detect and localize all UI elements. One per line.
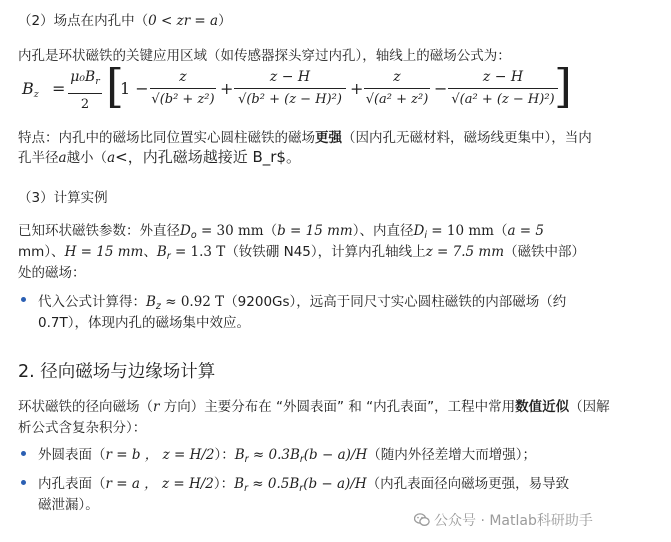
example-line-1: 已知环状磁铁参数：外直径$D_o = 30$ mm（b = 15 mm）、内直径$D_i = 10$ mm（a = 5	[18, 223, 544, 241]
formula-plus-2: +	[350, 79, 364, 98]
formula-lhs: $B_z$	[22, 79, 39, 100]
example-line-2: mm）、H = 15 mm、$B_r = 1.3$ T（钕铁硼 N45），计算内孔轴线上z = 7.5 mm（磁铁中部）	[18, 244, 586, 262]
bullet-dot	[21, 297, 26, 302]
axial-field-formula	[22, 59, 572, 123]
bullet-dot	[21, 480, 26, 485]
formula-term-2: z − H √(b² + (z − H)²)	[234, 68, 346, 109]
radial-bullet-outer: 外圆表面（r = b ， z = H/2）：$B_r \approx 0.3B_r(b - a)/H$（随内外径差增大而增强）；	[38, 447, 536, 465]
watermark	[414, 510, 593, 530]
formula-term-3: z √(a² + z²)	[365, 69, 429, 107]
radial-paragraph-line-1: 环状磁铁的径向磁场（r 方向）主要分布在 “外圆表面” 和 “内孔表面”，工程中常用数值近似（因解	[18, 399, 610, 415]
subsection-title-inner-field	[18, 9, 232, 29]
radial-bold-numeric-approx: 数值近似	[515, 399, 570, 415]
example-line-3: 处的磁场：	[18, 265, 86, 281]
example-bullet-line-2: 0.7T），体现内孔的磁场集中效应。	[38, 315, 250, 331]
bracket-open: [	[106, 59, 124, 113]
formula-term-4: z − H √(a² + (z − H)²)	[448, 68, 558, 109]
formula-plus-1: +	[220, 79, 234, 98]
feature-line-1: 特点：内孔中的磁场比同位置实心圆柱磁铁的磁场更强（因内孔无磁材料，磁场线更集中），当内	[18, 130, 592, 146]
feature-bold-stronger: 更强	[315, 130, 342, 146]
formula-term-1: z √(b² + z²)	[151, 69, 215, 107]
section-heading-radial: 2. 径向磁场与边缘场计算	[18, 362, 216, 382]
formula-minus: −	[434, 79, 448, 98]
wechat-icon	[414, 513, 430, 527]
title-suffix: ）	[218, 13, 232, 29]
formula-equals: =	[52, 79, 66, 98]
title-math: 0 < zr = a	[148, 13, 219, 29]
example-bullet-line-1: 代入公式计算得：$B_z \approx 0.92$ T（9200Gs），远高于同尺寸实心圆柱磁铁的内部磁场（约	[38, 294, 567, 312]
bracket-close: ]	[554, 59, 572, 113]
watermark-text: 公众号 · Matlab科研助手	[434, 513, 593, 529]
radial-bullet-inner-line-2: 磁泄漏）。	[38, 497, 99, 513]
radial-bullet-inner-line-1: 内孔表面（r = a ， z = H/2）：$B_r \approx 0.5B_r(b - a)/H$（内孔表面径向磁场更强，易导致	[38, 476, 570, 494]
radial-paragraph-line-2: 析公式含复杂积分）：	[18, 420, 147, 436]
feature-line-2: 孔半径a越小（a<，内孔磁场越接近 B_r$。	[18, 148, 301, 166]
bullet-dot	[21, 451, 26, 456]
intro-paragraph: 内孔是环状磁铁的关键应用区域（如传感器探头穿过内孔），轴线上的磁场公式为：	[18, 48, 511, 64]
subsection-title-example: （3）计算实例	[18, 190, 108, 206]
title-prefix: （2）场点在内孔中（	[18, 13, 149, 29]
formula-coefficient: $\mu_0B_r$ 2	[68, 68, 102, 114]
formula-one-minus: 1 −	[120, 79, 149, 98]
